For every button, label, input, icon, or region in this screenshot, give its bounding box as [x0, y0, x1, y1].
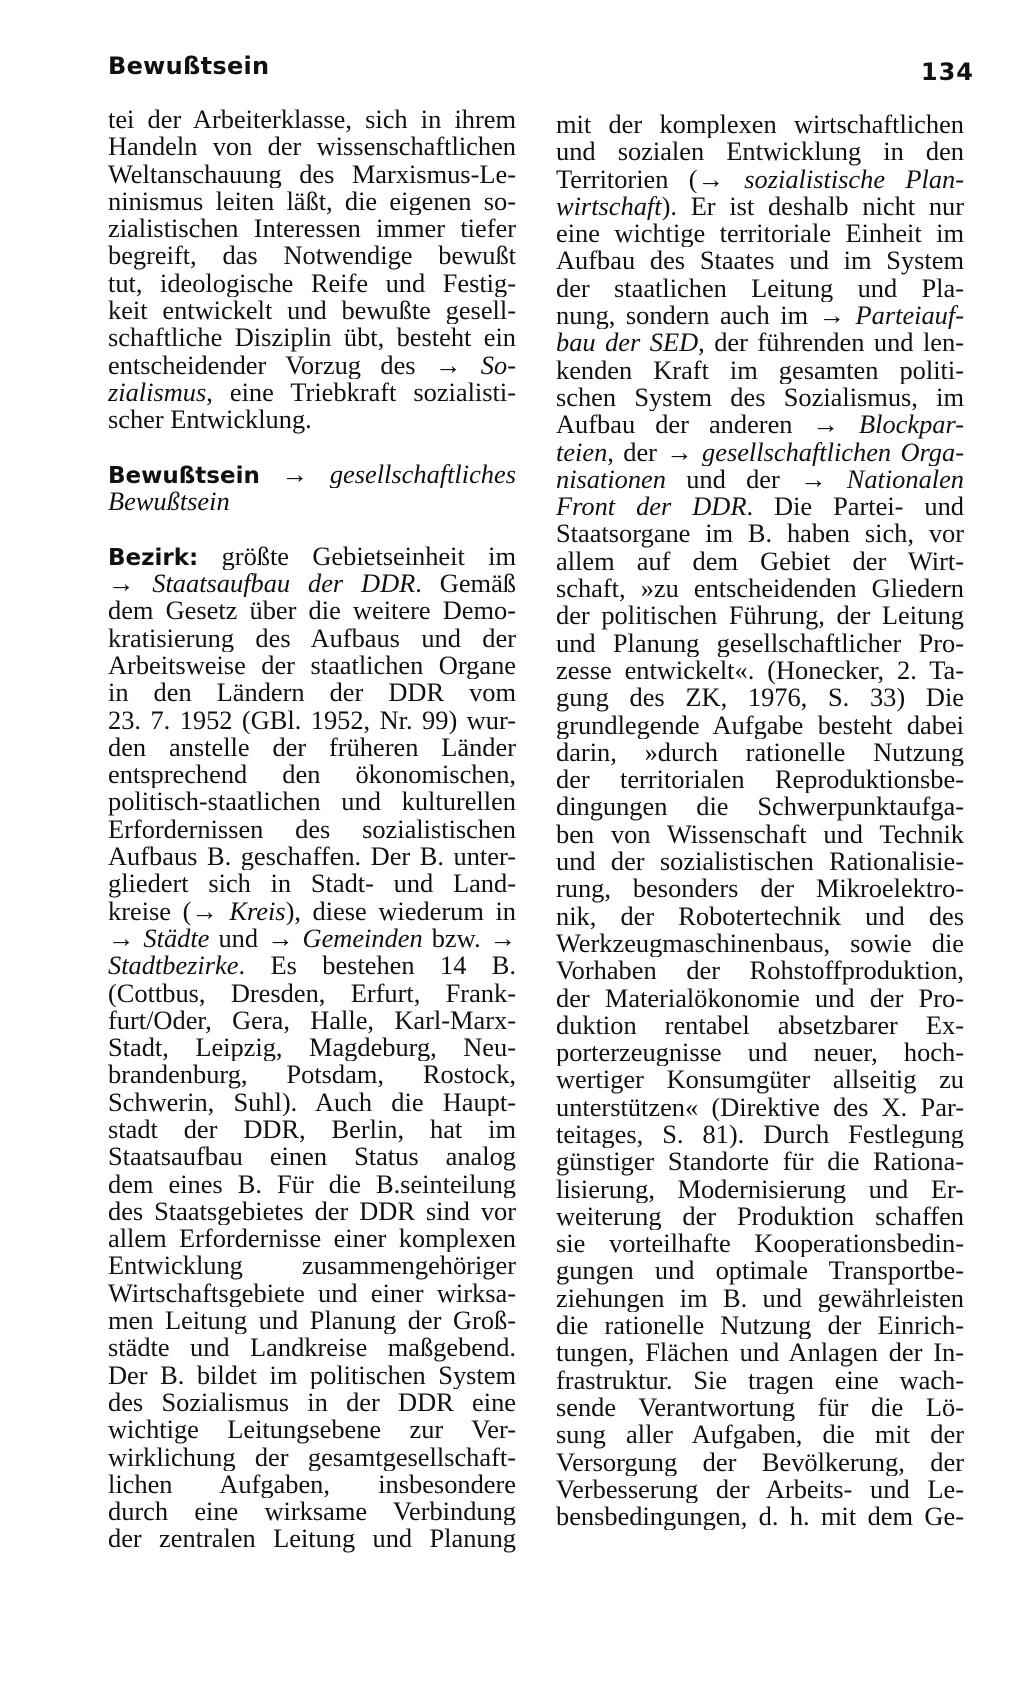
text-line: des Sozialismus in der DDR eine	[108, 1388, 516, 1417]
text-line: dingungen die Schwerpunktaufga-	[556, 793, 964, 821]
text-line: porterzeugnisse und neuer, hoch-	[556, 1039, 964, 1067]
text-line	[108, 952, 516, 979]
text-line: des Staatsgebietes der DDR sind vor	[108, 1197, 516, 1226]
text-fragment: , eine Triebkraft sozialisti-	[206, 378, 516, 407]
page-number: 134	[920, 58, 974, 86]
text-line: dem eines B. Für die B.seinteilung	[108, 1170, 516, 1198]
text-line	[556, 493, 964, 520]
text-line: wichtige Leitungsebene zur Ver-	[108, 1416, 516, 1444]
text-line: ben von Wissenschaft und Technik	[556, 820, 964, 849]
text-line: der zentralen Leitung und Planung	[108, 1525, 516, 1553]
text-line: entsprechend den ökonomischen,	[108, 761, 516, 789]
entry-term: Bewußtsein	[108, 462, 260, 489]
cross-reference-link[interactable]: Staatsaufbau der DDR	[152, 570, 416, 598]
text-fragment: ). Er ist deshalb nicht nur	[661, 192, 964, 221]
text-line: allem Erfordernisse einer komplexen	[108, 1225, 516, 1253]
text-line	[108, 898, 516, 925]
entry-term: Bezirk:	[108, 544, 199, 571]
text-fragment: Territorien (	[556, 165, 698, 193]
page-header	[108, 48, 974, 88]
text-line: Der B. bildet im politischen System	[108, 1361, 516, 1389]
text-line: Aufbau des Staates und im System	[556, 247, 964, 275]
text-line: wirklichung der gesamtgesellschaft-	[108, 1443, 516, 1471]
text-line: in den Ländern der DDR vom	[108, 679, 516, 707]
cross-reference-link[interactable]: bau der SED	[556, 329, 699, 357]
right-column	[556, 111, 964, 1530]
text-line: men Leitung und Planung der Groß-	[108, 1307, 516, 1335]
text-line: Staatsaufbau einen Status analog	[108, 1143, 516, 1171]
text-line: und Planung gesellschaftlicher Pro-	[556, 629, 964, 657]
text-line	[108, 461, 516, 488]
text-fragment: kreise (	[108, 897, 192, 925]
text-line: bensbedingungen, d. h. mit dem Ge-	[556, 1503, 964, 1531]
arrow-icon: →	[108, 570, 135, 598]
text-line: furt/Oder, Gera, Halle, Karl-Marx-	[108, 1006, 516, 1035]
text-fragment: größte Gebietseinheit im	[221, 542, 516, 571]
arrow-icon: →	[281, 460, 309, 489]
entry-separator	[108, 515, 516, 542]
text-line: Stadt, Leipzig, Magdeburg, Neu-	[108, 1034, 516, 1062]
text-line	[556, 329, 964, 356]
cross-reference-link[interactable]: → Blockpar-	[812, 411, 964, 439]
text-line	[556, 302, 964, 329]
cross-reference-link[interactable]: → Städte	[108, 924, 210, 953]
cross-reference-link[interactable]: gesellschaftliches	[329, 460, 516, 489]
cross-reference-link[interactable]: wirtschaft	[556, 192, 662, 221]
cross-reference-link[interactable]: → Gemeinden	[267, 924, 423, 953]
text-line	[556, 411, 964, 438]
text-line: schen System des Sozialismus, im	[556, 383, 964, 412]
text-line: Vorhaben der Rohstoffproduktion,	[556, 957, 964, 985]
text-line: ninismus leiten läßt, die eigenen so-	[108, 187, 516, 216]
text-line	[556, 193, 964, 220]
text-line: Arbeitsweise der staatlichen Organe	[108, 651, 516, 680]
cross-reference-link[interactable]: → gesellschaftlichen Orga-	[666, 438, 964, 466]
text-line	[556, 439, 964, 466]
text-fragment: Aufbau der anderen	[556, 411, 813, 439]
text-line	[108, 925, 516, 952]
text-line: Handeln von der wissenschaftlichen	[108, 133, 516, 161]
text-line: den anstelle der früheren Länder	[108, 733, 516, 762]
text-line: duktion rentabel absetzbarer Ex-	[556, 1011, 964, 1040]
text-line: schaftliche Disziplin übt, besteht ein	[108, 324, 516, 352]
text-fragment: . Gemäß	[415, 570, 516, 598]
text-line: der staatlichen Leitung und Pla-	[556, 274, 964, 303]
cross-reference-link[interactable]: → Parteiauf-	[818, 302, 964, 330]
text-line: zesse entwickelt«. (Honecker, 2. Ta-	[556, 656, 964, 685]
cross-reference-link[interactable]: zialismus	[108, 378, 207, 407]
text-line: unterstützen« (Direktive des X. Par-	[556, 1093, 964, 1121]
text-line	[108, 352, 516, 379]
text-line: darin, »durch rationelle Nutzung	[556, 738, 964, 767]
text-line	[108, 543, 516, 570]
text-line: scher Entwicklung.	[108, 406, 312, 434]
cross-reference-link[interactable]: nisationen	[556, 465, 666, 494]
cross-reference-link[interactable]: Bewußtsein	[108, 488, 230, 516]
entry-bezirk-continued	[556, 111, 964, 1530]
text-line: eine wichtige territoriale Einheit im	[556, 220, 964, 248]
text-line: und sozialen Entwicklung in den	[556, 138, 964, 166]
text-line: stadt der DDR, Berlin, hat im	[108, 1115, 516, 1144]
text-line: Weltanschauung des Marxismus-Le-	[108, 160, 516, 188]
text-line: Staatsorgane im B. haben sich, vor	[556, 520, 964, 548]
text-line: dem Gesetz über die weitere Demo-	[108, 597, 516, 625]
text-line: tungen, Flächen und Anlagen der In-	[556, 1339, 964, 1367]
text-line: der territorialen Reproduktionsbe-	[556, 766, 964, 794]
text-line: Wirtschaftsgebiete und einer wirksa-	[108, 1279, 516, 1308]
text-line: städte und Landkreise maßgebend.	[108, 1334, 516, 1362]
text-line: keit entwickelt und bewußte gesell-	[108, 297, 516, 325]
text-line: gung des ZK, 1976, S. 33) Die	[556, 684, 964, 712]
text-line	[556, 166, 964, 193]
entry-bewusstsein-continued	[108, 106, 516, 434]
text-line: mit der komplexen wirtschaftlichen	[556, 111, 964, 139]
text-fragment: , der	[607, 438, 667, 466]
text-line: tut, ideologische Reife und Festig-	[108, 269, 516, 298]
text-line: Schwerin, Suhl). Auch die Haupt-	[108, 1088, 516, 1116]
cross-reference-link[interactable]: → Nationalen	[800, 465, 964, 494]
text-line: (Cottbus, Dresden, Erfurt, Frank-	[108, 979, 516, 1007]
text-fragment: und	[209, 924, 268, 953]
text-line: gungen und optimale Transportbe-	[556, 1257, 964, 1285]
text-line: brandenburg, Potsdam, Rostock,	[108, 1061, 516, 1089]
text-fragment: bzw. →	[422, 924, 516, 953]
text-line: sie vorteilhafte Kooperationsbedin-	[556, 1230, 964, 1258]
text-fragment: . Die Partei- und	[746, 493, 964, 521]
text-line	[108, 570, 516, 597]
entry-bewusstsein-crossref	[108, 461, 516, 516]
text-fragment: entscheidender Vorzug des	[108, 351, 416, 379]
text-line: Verbesserung der Arbeits- und Le-	[556, 1475, 964, 1504]
text-line: Entwicklung zusammengehöriger	[108, 1252, 516, 1280]
text-fragment: und der	[665, 465, 801, 494]
text-line: durch eine wirksame Verbindung	[108, 1498, 516, 1526]
cross-reference-link[interactable]: → So-	[434, 351, 516, 379]
text-line: allem auf dem Gebiet der Wirt-	[556, 547, 964, 576]
text-line: lichen Aufgaben, insbesondere	[108, 1470, 516, 1499]
text-line: weiterung der Produktion schaffen	[556, 1202, 964, 1231]
text-line: Aufbaus B. geschaffen. Der B. unter-	[108, 843, 516, 871]
cross-reference-link[interactable]: Front der DDR	[556, 493, 747, 521]
left-column	[108, 106, 516, 1553]
text-line: grundlegende Aufgabe besteht dabei	[556, 711, 964, 739]
text-fragment: nung, sondern auch im	[556, 302, 819, 330]
cross-reference-link[interactable]: → Kreis	[191, 897, 286, 925]
text-line: politisch-staatlichen und kulturellen	[108, 788, 516, 816]
text-line: sung aller Aufgaben, die mit der	[556, 1421, 964, 1449]
text-line: Versorgung der Bevölkerung, der	[556, 1448, 964, 1476]
text-line: sende Verantwortung für die Lö-	[556, 1393, 964, 1422]
text-line: lisierung, Modernisierung und Er-	[556, 1175, 964, 1203]
text-line: frastruktur. Sie tragen eine wach-	[556, 1366, 964, 1394]
text-line: die rationelle Nutzung der Einrich-	[556, 1312, 964, 1340]
text-line	[556, 466, 964, 493]
text-line: nik, der Robotertechnik und des	[556, 902, 964, 930]
text-line: Werkzeugmaschinenbaus, sowie die	[556, 929, 964, 958]
text-line: teitages, S. 81). Durch Festlegung	[556, 1120, 964, 1149]
text-line: begreift, das Notwendige bewußt	[108, 242, 516, 270]
text-line	[108, 488, 516, 515]
text-line: der Materialökonomie und der Pro-	[556, 984, 964, 1012]
text-line: gliedert sich in Stadt- und Land-	[108, 870, 516, 898]
text-line: 23. 7. 1952 (GBl. 1952, Nr. 99) wur-	[108, 706, 516, 734]
text-line: zialistischen Interessen immer tiefer	[108, 215, 516, 243]
text-line: wertiger Konsumgüter allseitig zu	[556, 1066, 964, 1094]
cross-reference-link[interactable]: → sozialistische Plan-	[697, 165, 964, 193]
text-fragment: ), diese wiederum in	[285, 897, 516, 925]
text-line: und der sozialistischen Rationalisie-	[556, 848, 964, 876]
text-fragment: , der führenden und len-	[698, 329, 964, 357]
text-line	[108, 379, 516, 406]
entry-bezirk	[108, 543, 516, 1553]
text-line: schaft, »zu entscheidenden Gliedern	[556, 575, 964, 603]
running-head: Bewußtsein	[108, 52, 270, 80]
cross-reference-link[interactable]: Stadtbezirke	[108, 952, 239, 980]
entry-separator	[108, 434, 516, 461]
text-line: günstiger Standorte für die Rationa-	[556, 1148, 964, 1176]
text-line: ziehungen im B. und gewährleisten	[556, 1284, 964, 1313]
text-line: der politischen Führung, der Leitung	[556, 602, 964, 630]
text-line: Erfordernissen des sozialistischen	[108, 815, 516, 844]
text-fragment: . Es bestehen 14 B.	[238, 952, 516, 980]
text-line: kenden Kraft im gesamten politi-	[556, 356, 964, 384]
text-line: kratisierung des Aufbaus und der	[108, 624, 516, 652]
cross-reference-link[interactable]: teien	[556, 438, 608, 466]
text-line: tei der Arbeiterklasse, sich in ihrem	[108, 106, 516, 134]
text-line: rung, besonders der Mikroelektro-	[556, 875, 964, 903]
